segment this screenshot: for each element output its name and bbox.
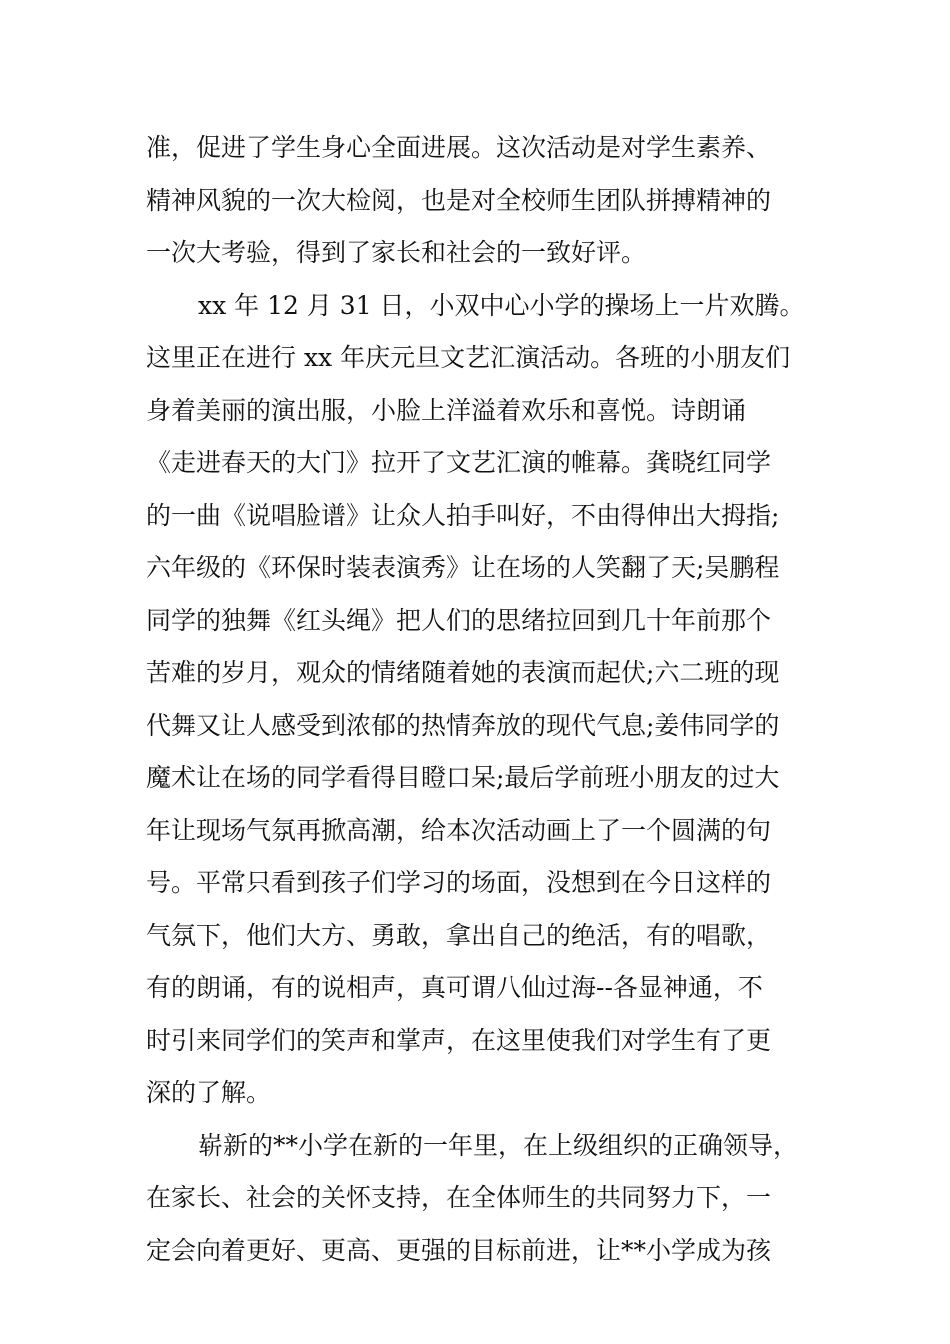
- document-body: [146, 122, 810, 1277]
- paragraph-2-line-6: 六年级的《环保时装表演秀》让在场的人笑翻了天;吴鹏程: [146, 553, 780, 582]
- paragraph-2-line-2: 这里正在进行 xx 年庆元旦文艺汇演活动。各班的小朋友们: [146, 343, 791, 372]
- paragraph-2-line-8: 苦难的岁月，观众的情绪随着她的表演而起伏;六二班的现: [146, 658, 780, 687]
- paragraph-2-line-16: 深的了解。: [146, 1078, 272, 1107]
- paragraph-2-line-12: 号。平常只看到孩子们学习的场面，没想到在今日这样的: [146, 868, 772, 897]
- paragraph-2-line-13: 气氛下，他们大方、勇敢，拿出自己的绝活，有的唱歌，: [146, 920, 772, 950]
- paragraph-3-line-3: 定会向着更好、更高、更强的目标前进，让**小学成为孩: [146, 1235, 772, 1265]
- paragraph-2-line-15: 时引来同学们的笑声和掌声，在这里使我们对学生有了更: [146, 1025, 772, 1055]
- paragraph-3-line-1: 崭新的**小学在新的一年里，在上级组织的正确领导，: [198, 1130, 799, 1160]
- paragraph-2-line-5: 的一曲《说唱脸谱》让众人拍手叫好，不由得伸出大拇指;: [146, 500, 780, 530]
- paragraph-2-line-1: xx 年 12 月 31 日，小双中心小学的操场上一片欢腾。: [198, 290, 805, 320]
- paragraph-1-line-2: 精神风貌的一次大检阅，也是对全校师生团队拼搏精神的: [146, 185, 772, 215]
- paragraph-2-line-9: 代舞又让人感受到浓郁的热情奔放的现代气息;姜伟同学的: [146, 710, 780, 740]
- paragraph-2-line-11: 年让现场气氛再掀高潮，给本次活动画上了一个圆满的句: [146, 815, 772, 845]
- paragraph-2-line-7: 同学的独舞《红头绳》把人们的思绪拉回到几十年前那个: [146, 605, 772, 635]
- paragraph-3-line-2: 在家长、社会的关怀支持，在全体师生的共同努力下，一: [146, 1183, 772, 1212]
- paragraph-1-line-3: 一次大考验，得到了家长和社会的一致好评。: [146, 238, 647, 267]
- paragraph-2-line-10: 魔术让在场的同学看得目瞪口呆;最后学前班小朋友的过大: [146, 763, 780, 792]
- paragraph-2-line-14: 有的朗诵，有的说相声，真可谓八仙过海--各显神通，不: [146, 973, 763, 1002]
- paragraph-2-line-4: 《走进春天的大门》拉开了文艺汇演的帷幕。龚晓红同学: [146, 448, 772, 477]
- paragraph-1-line-1: 准，促进了学生身心全面进展。这次活动是对学生素养、: [146, 133, 772, 162]
- paragraph-2-line-3: 身着美丽的演出服，小脸上洋溢着欢乐和喜悦。诗朗诵: [146, 395, 747, 425]
